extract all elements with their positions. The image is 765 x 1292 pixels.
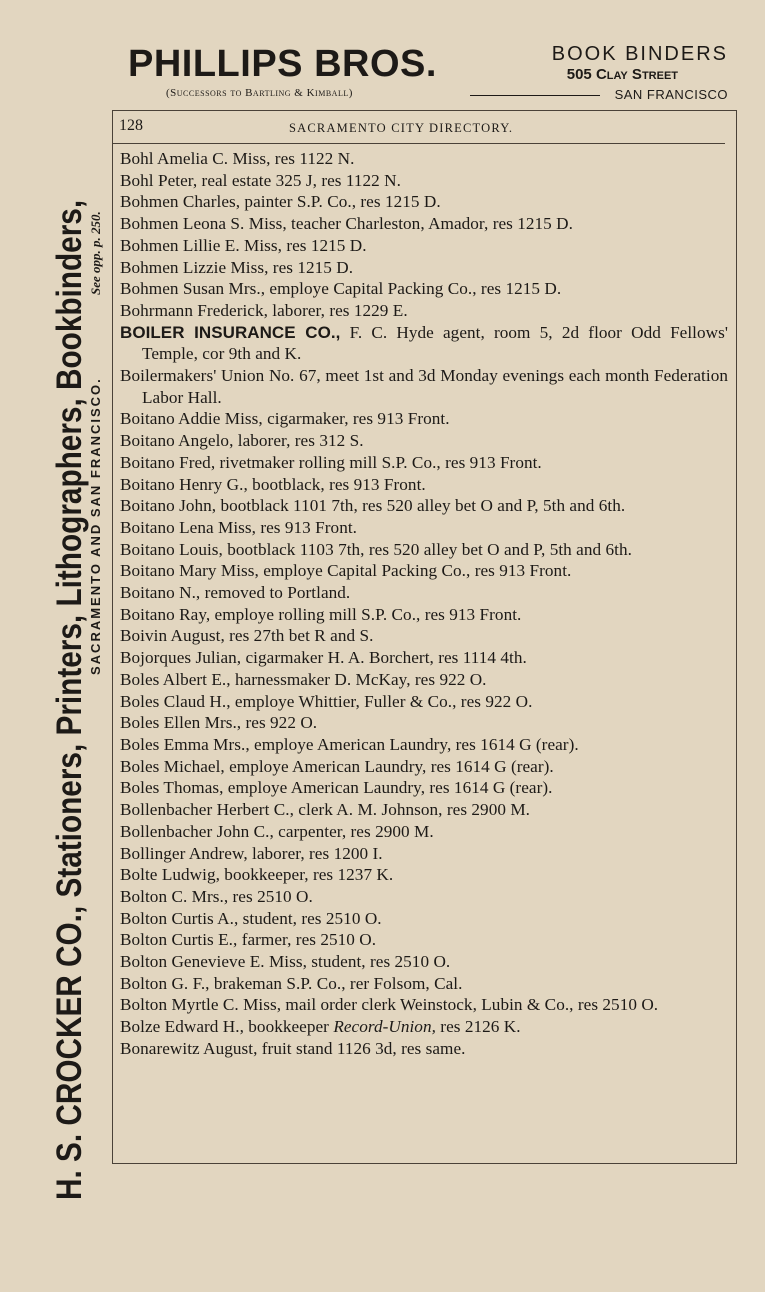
running-title: SACRAMENTO CITY DIRECTORY. xyxy=(289,121,514,135)
entry-text: Boilermakers' Union No. 67, meet 1st and 3d Monday evenings each month Federation Labor Hall. xyxy=(120,366,728,407)
entry-text: Boles Claud H., employe Whittier, Fuller & Co., res 922 O. xyxy=(120,691,533,711)
directory-entry xyxy=(120,994,728,1016)
directory-entry xyxy=(120,843,728,865)
directory-entries xyxy=(120,148,728,1060)
entry-text: Bohmen Lillie E. Miss, res 1215 D. xyxy=(120,235,367,255)
directory-entry xyxy=(120,777,728,799)
directory-page xyxy=(112,110,737,1164)
entry-text: Boitano Louis, bootblack 1103 7th, res 520 alley bet O and P, 5th and 6th. xyxy=(120,539,632,559)
advertisement-header xyxy=(128,42,733,104)
directory-entry xyxy=(120,213,728,235)
entry-text: Bohmen Susan Mrs., employe Capital Packing Co., res 1215 D. xyxy=(120,279,562,299)
entry-text: Bollenbacher Herbert C., clerk A. M. Johnson, res 2900 M. xyxy=(120,800,531,820)
directory-entry xyxy=(120,235,728,257)
entry-text: Boles Ellen Mrs., res 922 O. xyxy=(120,713,318,733)
header-divider xyxy=(113,143,725,144)
directory-entry xyxy=(120,625,728,647)
directory-entry xyxy=(120,474,728,496)
directory-entry xyxy=(120,495,728,517)
brand-street: 505 Clay Street xyxy=(566,66,678,83)
directory-entry xyxy=(120,604,728,626)
successors-note: (Successors to Bartling & Kimball) xyxy=(166,87,353,99)
entry-text: Bojorques Julian, cigarmaker H. A. Borchert, res 1114 4th. xyxy=(120,648,527,668)
directory-entry xyxy=(120,300,728,322)
directory-entry xyxy=(120,322,728,365)
header-rule xyxy=(470,95,600,96)
brand-trade: BOOK BINDERS xyxy=(551,43,728,65)
directory-entry xyxy=(120,170,728,192)
entry-text: Boles Albert E., harnessmaker D. McKay, res 922 O. xyxy=(120,669,487,689)
entry-text: Boitano Lena Miss, res 913 Front. xyxy=(120,517,358,537)
directory-entry xyxy=(120,756,728,778)
entry-text: Bolte Ludwig, bookkeeper, res 1237 K. xyxy=(120,865,394,885)
directory-entry xyxy=(120,539,728,561)
directory-entry xyxy=(120,1038,728,1060)
entry-text: Boitano Addie Miss, cigarmaker, res 913 Front. xyxy=(120,409,450,429)
entry-text: Bolton G. F., brakeman S.P. Co., rer Folsom, Cal. xyxy=(120,973,463,993)
directory-entry xyxy=(120,517,728,539)
directory-entry xyxy=(120,647,728,669)
directory-entry xyxy=(120,148,728,170)
entry-text: Boitano Angelo, laborer, res 312 S. xyxy=(120,431,364,451)
entry-text: F. C. Hyde agent, room 5, 2d floor Odd Fellows' Temple, cor 9th and K. xyxy=(142,322,729,364)
entry-text: Bohrmann Frederick, laborer, res 1229 E. xyxy=(120,300,408,320)
entry-text: Bohl Peter, real estate 325 J, res 1122 N. xyxy=(120,170,401,190)
entry-text: Boitano Ray, employe rolling mill S.P. Co., res 913 Front. xyxy=(120,604,522,624)
entry-text: Boitano N., removed to Portland. xyxy=(120,583,351,603)
entry-text: Boivin August, res 27th bet R and S. xyxy=(120,626,374,646)
directory-entry xyxy=(120,929,728,951)
entry-text: Bollenbacher John C., carpenter, res 2900 M. xyxy=(120,821,434,841)
entry-text: Bolton Curtis A., student, res 2510 O. xyxy=(120,908,382,928)
directory-entry xyxy=(120,582,728,604)
directory-entry xyxy=(120,560,728,582)
directory-entry xyxy=(120,734,728,756)
entry-text: Boles Thomas, employe American Laundry, res 1614 G (rear). xyxy=(120,778,553,798)
entry-text: Bolze Edward H., bookkeeper xyxy=(120,1017,334,1037)
directory-entry xyxy=(120,821,728,843)
directory-entry xyxy=(120,191,728,213)
entry-text: Boitano Mary Miss, employe Capital Packing Co., res 913 Front. xyxy=(120,561,572,581)
directory-entry xyxy=(120,365,728,408)
entry-tail: res 2126 K. xyxy=(435,1017,521,1037)
entry-text: Boitano Fred, rivetmaker rolling mill S.P. Co., res 913 Front. xyxy=(120,452,542,472)
entry-bold-name: BOILER INSURANCE CO., xyxy=(120,322,341,342)
entry-text: Boitano Henry G., bootblack, res 913 Front. xyxy=(120,474,426,494)
directory-entry xyxy=(120,951,728,973)
directory-entry xyxy=(120,799,728,821)
directory-entry xyxy=(120,691,728,713)
directory-entry xyxy=(120,257,728,279)
entry-text: Bohmen Leona S. Miss, teacher Charleston, Amador, res 1215 D. xyxy=(120,214,573,234)
entry-text: Bolton Curtis E., farmer, res 2510 O. xyxy=(120,930,377,950)
page-number: 128 xyxy=(119,117,143,134)
directory-entry xyxy=(120,278,728,300)
entry-italic: Record-Union, xyxy=(333,1017,436,1037)
entry-text: Boles Michael, employe American Laundry, res 1614 G (rear). xyxy=(120,756,554,776)
directory-entry xyxy=(120,864,728,886)
entry-text: Bolton C. Mrs., res 2510 O. xyxy=(120,886,313,906)
directory-entry xyxy=(120,1016,728,1038)
directory-entry xyxy=(120,973,728,995)
directory-entry xyxy=(120,430,728,452)
side-ad-cities: SACRAMENTO AND SAN FRANCISCO. xyxy=(88,377,103,675)
page-header xyxy=(119,117,724,143)
directory-entry xyxy=(120,408,728,430)
side-advertisement xyxy=(50,80,110,1200)
side-ad-main: H. S. CROCKER CO., Stationers, Printers, Lithographers, Bookbinders, xyxy=(50,199,89,1200)
brand-name: PHILLIPS BROS. xyxy=(128,43,437,85)
entry-text: Bohl Amelia C. Miss, res 1122 N. xyxy=(120,149,355,168)
entry-text: Bolton Genevieve E. Miss, student, res 2510 O. xyxy=(120,952,451,972)
entry-text: Bonarewitz August, fruit stand 1126 3d, res same. xyxy=(120,1038,466,1058)
side-ad-reference: See opp. p. 250. xyxy=(88,211,103,295)
brand-city: SAN FRANCISCO xyxy=(614,87,728,102)
directory-entry xyxy=(120,669,728,691)
entry-text: Bohmen Charles, painter S.P. Co., res 1215 D. xyxy=(120,192,441,212)
directory-entry xyxy=(120,452,728,474)
entry-text: Bolton Myrtle C. Miss, mail order clerk Weinstock, Lubin & Co., res 2510 O. xyxy=(120,995,659,1015)
entry-text: Bohmen Lizzie Miss, res 1215 D. xyxy=(120,257,354,277)
entry-text: Boles Emma Mrs., employe American Laundry, res 1614 G (rear). xyxy=(120,734,579,754)
entry-text: Boitano John, bootblack 1101 7th, res 520 alley bet O and P, 5th and 6th. xyxy=(120,496,626,516)
directory-entry xyxy=(120,886,728,908)
directory-entry xyxy=(120,908,728,930)
entry-text: Bollinger Andrew, laborer, res 1200 I. xyxy=(120,843,383,863)
directory-entry xyxy=(120,712,728,734)
